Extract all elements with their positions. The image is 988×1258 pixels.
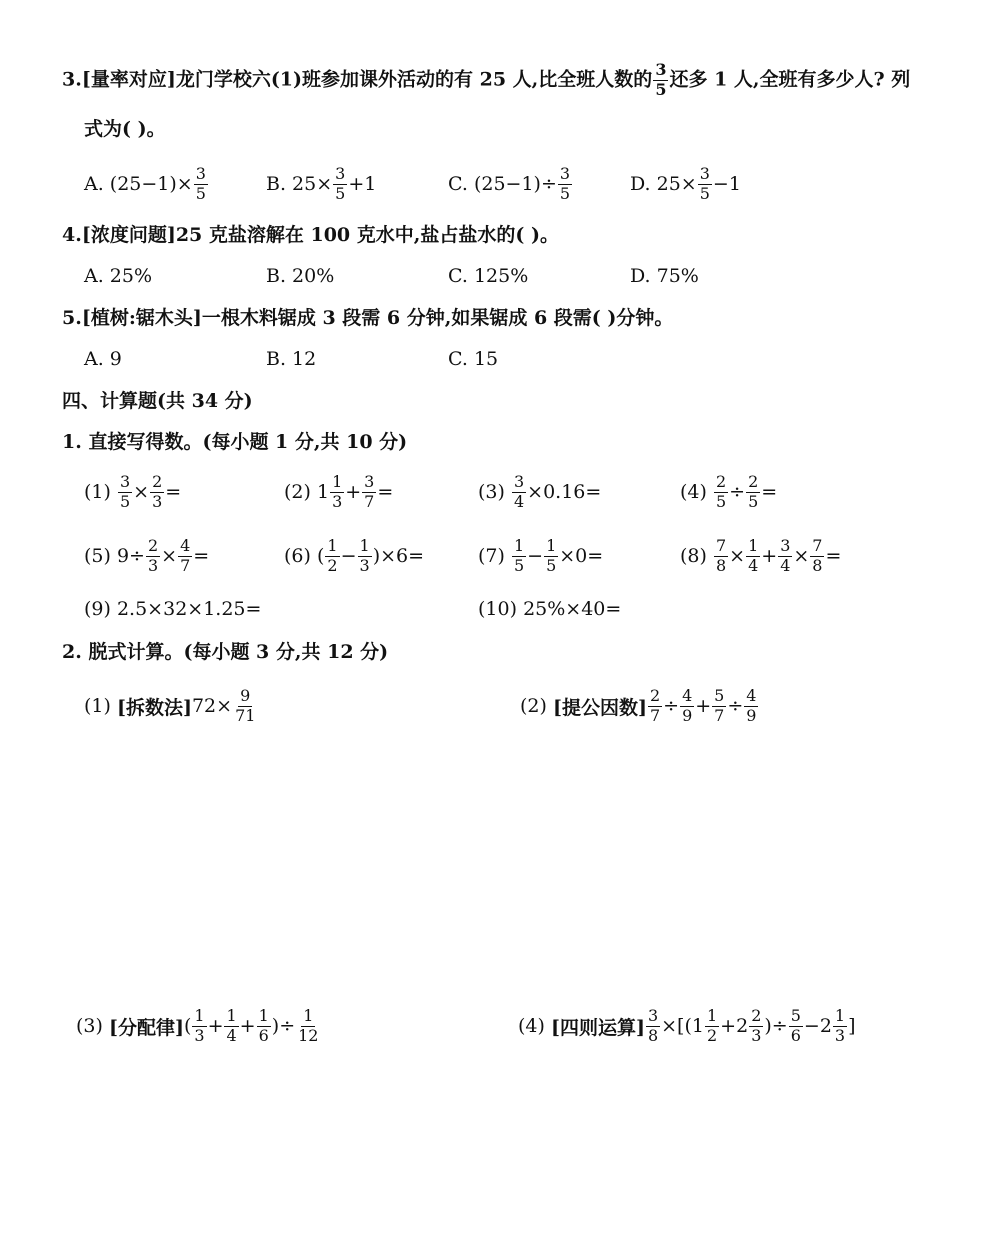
section4-title: 四、计算题(共 34 分) — [62, 390, 253, 412]
q3-option-b[interactable]: B. 25× $\frac{3}{5}$ +1 — [266, 164, 377, 203]
q5-option-a[interactable]: A. 9 — [84, 348, 122, 370]
q3-line2: 式为( )。 — [84, 118, 166, 140]
stepwise-problem-4: (4) [四则运算] $\frac{3}{8}$ ×[(1 $\frac{1}{2}$ +2 $\frac{2}{3}$ )÷ $\frac{5}{6}$ −2 $\frac{1}{3}$ ] — [518, 1006, 856, 1045]
direct-problem-8: (8) $\frac{7}{8}$ × $\frac{1}{4}$ + $\frac{3}{4}$ × $\frac{7}{8}$ = — [680, 536, 842, 575]
direct-problem-9: (9) 2.5×32×1.25= — [84, 598, 262, 620]
direct-problem-5: (5) 9÷ $\frac{2}{3}$ × $\frac{4}{7}$ = — [84, 536, 210, 575]
q4-text: 4.[浓度问题]25 克盐溶解在 100 克水中,盐占盐水的( )。 — [62, 224, 559, 246]
q3-text2: 还多 1 人,全班有多少人? 列 — [669, 68, 911, 91]
q5-option-b[interactable]: B. 12 — [266, 348, 317, 370]
part2-title: 2. 脱式计算。(每小题 3 分,共 12 分) — [62, 641, 389, 663]
direct-problem-10: (10) 25%×40= — [478, 598, 622, 620]
q3-fraction: $\frac{3}{5}$ — [655, 60, 667, 99]
direct-problem-3: (3) $\frac{3}{4}$ ×0.16= — [478, 472, 602, 511]
q4-option-b[interactable]: B. 20% — [266, 265, 335, 287]
direct-problem-4: (4) $\frac{2}{5}$ ÷ $\frac{2}{5}$ = — [680, 472, 778, 511]
stepwise-problem-2: (2) [提公因数] $\frac{2}{7}$ ÷ $\frac{4}{9}$ + $\frac{5}{7}$ ÷ $\frac{4}{9}$ — [520, 686, 757, 725]
direct-problem-7: (7) $\frac{1}{5}$ − $\frac{1}{5}$ ×0= — [478, 536, 604, 575]
q4-option-c[interactable]: C. 125% — [448, 265, 529, 287]
q4-option-a[interactable]: A. 25% — [84, 265, 153, 287]
q3-option-a[interactable]: A. (25−1)× $\frac{3}{5}$ — [84, 164, 206, 203]
direct-problem-6: (6) ( $\frac{1}{2}$ − $\frac{1}{3}$ )×6= — [284, 536, 425, 575]
q3-option-c[interactable]: C. (25−1)÷ $\frac{3}{5}$ — [448, 164, 571, 203]
direct-problem-1: (1) $\frac{3}{5}$ × $\frac{2}{3}$ = — [84, 472, 182, 511]
q3-option-d[interactable]: D. 25× $\frac{3}{5}$ −1 — [630, 164, 741, 203]
q4-option-d[interactable]: D. 75% — [630, 265, 699, 287]
part1-title: 1. 直接写得数。(每小题 1 分,共 10 分) — [62, 431, 408, 453]
stepwise-problem-1: (1) [拆数法] 72× $\frac{9}{71}$ — [84, 686, 256, 725]
q5-text: 5.[植树:锯木头]一根木料锯成 3 段需 6 分钟,如果锯成 6 段需( )分钟。 — [62, 307, 674, 329]
direct-problem-2: (2) 1 $\frac{1}{3}$ + $\frac{3}{7}$ = — [284, 472, 394, 511]
q3-text1: 3.[量率对应]龙门学校六(1)班参加课外活动的有 25 人,比全班人数的 — [62, 68, 653, 91]
q5-option-c[interactable]: C. 15 — [448, 348, 499, 370]
q3-line1 — [62, 62, 910, 99]
stepwise-problem-3: (3) [分配律] ( $\frac{1}{3}$ + $\frac{1}{4}$ + $\frac{1}{6}$ )÷ $\frac{1}{12}$ — [76, 1006, 319, 1045]
